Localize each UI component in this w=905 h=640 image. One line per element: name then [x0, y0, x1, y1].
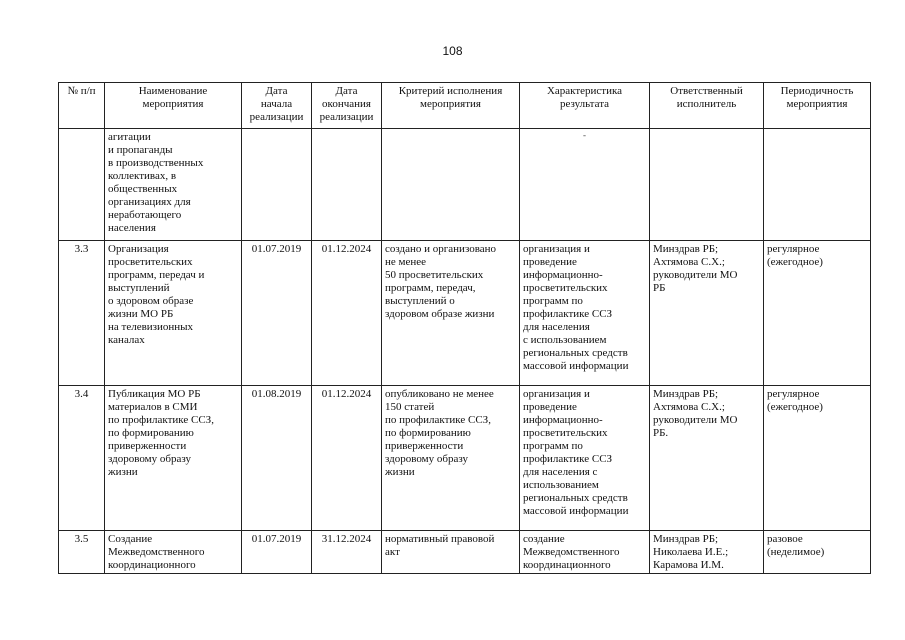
- cell-name: Организация просветительских программ, передач и выступлений о здоровом образе жизни МО РБ на телевизионных каналах: [105, 241, 242, 386]
- cell-criterion: опубликовано не менее 150 статей по профилактике ССЗ, по формированию приверженности здоровому образу жизни: [382, 386, 520, 531]
- cell-name: Публикация МО РБ материалов в СМИ по профилактике ССЗ, по формированию приверженности здоровому образу жизни: [105, 386, 242, 531]
- header-executor: Ответственный исполнитель: [650, 83, 764, 129]
- cell-name: Создание Межведомственного координационного: [105, 531, 242, 574]
- cell-start-date: 01.08.2019: [242, 386, 312, 531]
- header-start-date: Дата начала реализации: [242, 83, 312, 129]
- cell-result: организация и проведение информационно- просветительских программ по профилактике ССЗ для населения с использованием региональных средств массовой информации: [520, 241, 650, 386]
- cell-name: агитации и пропаганды в производственных коллективах, в общественных организациях для неработающего населения: [105, 129, 242, 241]
- header-end-date: Дата окончания реализации: [312, 83, 382, 129]
- cell-start-date: 01.07.2019: [242, 531, 312, 574]
- cell-periodicity: регулярное (ежегодное): [764, 386, 871, 531]
- cell-result: организация и проведение информационно- просветительских программ по профилактике ССЗ для населения с использованием региональных средств массовой информации: [520, 386, 650, 531]
- cell-periodicity: регулярное (ежегодное): [764, 241, 871, 386]
- table-row: [59, 386, 871, 531]
- table-row-continuation: [59, 129, 871, 241]
- cell-executor: [650, 129, 764, 241]
- cell-num: 3.3: [59, 241, 105, 386]
- cell-result: [520, 129, 650, 241]
- cell-criterion: нормативный правовой акт: [382, 531, 520, 574]
- header-row: [59, 83, 871, 129]
- header-result: Характеристика результата: [520, 83, 650, 129]
- cell-criterion: [382, 129, 520, 241]
- cell-periodicity: разовое (неделимое): [764, 531, 871, 574]
- cell-num: [59, 129, 105, 241]
- measures-table: [58, 82, 871, 574]
- header-name: Наименование мероприятия: [105, 83, 242, 129]
- cell-result: создание Межведомственного координационного: [520, 531, 650, 574]
- cell-num: 3.5: [59, 531, 105, 574]
- header-periodicity: Периодичность мероприятия: [764, 83, 871, 129]
- result-dash: -: [583, 130, 586, 140]
- table-row: [59, 241, 871, 386]
- cell-executor: Минздрав РБ; Ахтямова С.Х.; руководители МО РБ.: [650, 386, 764, 531]
- cell-end-date: 01.12.2024: [312, 386, 382, 531]
- cell-end-date: 31.12.2024: [312, 531, 382, 574]
- cell-periodicity: [764, 129, 871, 241]
- page-number: 108: [442, 44, 463, 58]
- cell-end-date: 01.12.2024: [312, 241, 382, 386]
- cell-executor: Минздрав РБ; Николаева И.Е.; Карамова И.М.: [650, 531, 764, 574]
- cell-executor: Минздрав РБ; Ахтямова С.Х.; руководители МО РБ: [650, 241, 764, 386]
- cell-end-date: [312, 129, 382, 241]
- cell-start-date: [242, 129, 312, 241]
- header-criterion: Критерий исполнения мероприятия: [382, 83, 520, 129]
- cell-criterion: создано и организовано не менее 50 просветительских программ, передач, выступлений о здоровом образе жизни: [382, 241, 520, 386]
- header-num: № п/п: [59, 83, 105, 129]
- cell-start-date: 01.07.2019: [242, 241, 312, 386]
- cell-num: 3.4: [59, 386, 105, 531]
- table-row: [59, 531, 871, 574]
